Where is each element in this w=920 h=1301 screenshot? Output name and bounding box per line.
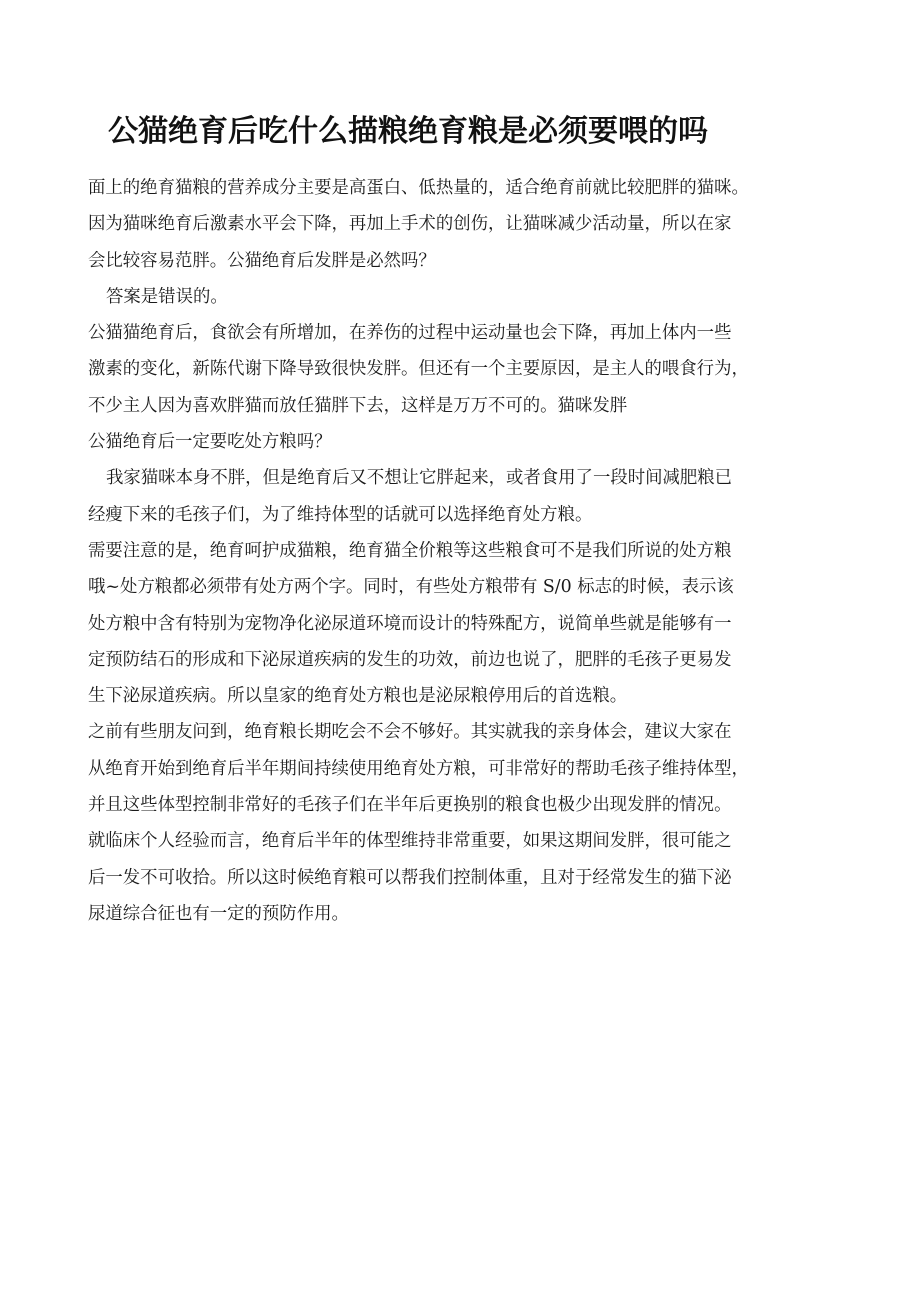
text-line: 经瘦下来的毛孩子们，为了维持体型的话就可以选择绝育处方粮。 [88, 504, 593, 525]
text-line: 公猫猫绝育后，食欲会有所增加，在养伤的过程中运动量也会下降，再加上体内一些 [88, 323, 732, 344]
text-line: 生下泌尿道疾病。所以皇家的绝育处方粮也是泌尿粮停用后的首选粮。 [88, 686, 628, 707]
text-line: 面上的绝育猫粮的营养成分主要是高蛋白、低热量的，适合绝育前就比较肥胖的猫咪。 [88, 178, 749, 198]
text-line: 尿道综合征也有一定的预防作用。 [88, 903, 349, 924]
text-line: 我家猫咪本身不胖，但是绝育后又不想让它胖起来，或者食用了一段时间减肥粮已 [106, 468, 733, 489]
section-heading: 公猫绝育后一定要吃处方粮吗？ [88, 432, 332, 453]
text-line: 从绝育开始到绝育后半年期间持续使用绝育处方粮，可非常好的帮助毛孩子维持体型， [88, 758, 749, 779]
text-line: 激素的变化，新陈代谢下降导致很快发胖。但还有一个主要原因，是主人的喂食行为， [88, 359, 749, 380]
document-title: 公猫绝育后吃什么描粮绝育粮是必须要喂的吗 [108, 114, 708, 149]
text-line: 哦~处方粮都必须带有处方两个字。同时，有些处方粮带有 S/0 标志的时候，表示该 [88, 577, 734, 598]
text-line: 因为猫咪绝育后激素水平会下降，再加上手术的创伤，让猫咪减少活动量，所以在家 [88, 214, 732, 235]
text-line: 后一发不可收拾。所以这时候绝育粮可以帮我们控制体重，且对于经常发生的猫下泌 [88, 867, 732, 888]
text-line: 答案是错误的。 [106, 286, 228, 307]
text-line: 并且这些体型控制非常好的毛孩子们在半年后更换别的粮食也极少出现发胖的情况。 [88, 795, 732, 816]
document-body [88, 170, 848, 932]
text-line: 不少主人因为喜欢胖猫而放任猫胖下去，这样是万万不可的。猫咪发胖 [88, 395, 628, 416]
text-line: 定预防结石的形成和下泌尿道疾病的发生的功效，前边也说了，肥胖的毛孩子更易发 [88, 649, 732, 670]
text-line: 会比较容易范胖。公猫绝育后发胖是必然吗？ [88, 250, 436, 271]
text-line: 就临床个人经验而言，绝育后半年的体型维持非常重要，如果这期间发胖，很可能之 [88, 831, 732, 852]
text-line: 之前有些朋友问到，绝育粮长期吃会不会不够好。其实就我的亲身体会，建议大家在 [88, 722, 732, 743]
text-line: 需要注意的是，绝育呵护成猫粮，绝育猫全价粮等这些粮食可不是我们所说的处方粮 [88, 540, 732, 561]
text-line: 处方粮中含有特别为宠物净化泌尿道环境而设计的特殊配方，说简单些就是能够有一 [88, 613, 732, 634]
